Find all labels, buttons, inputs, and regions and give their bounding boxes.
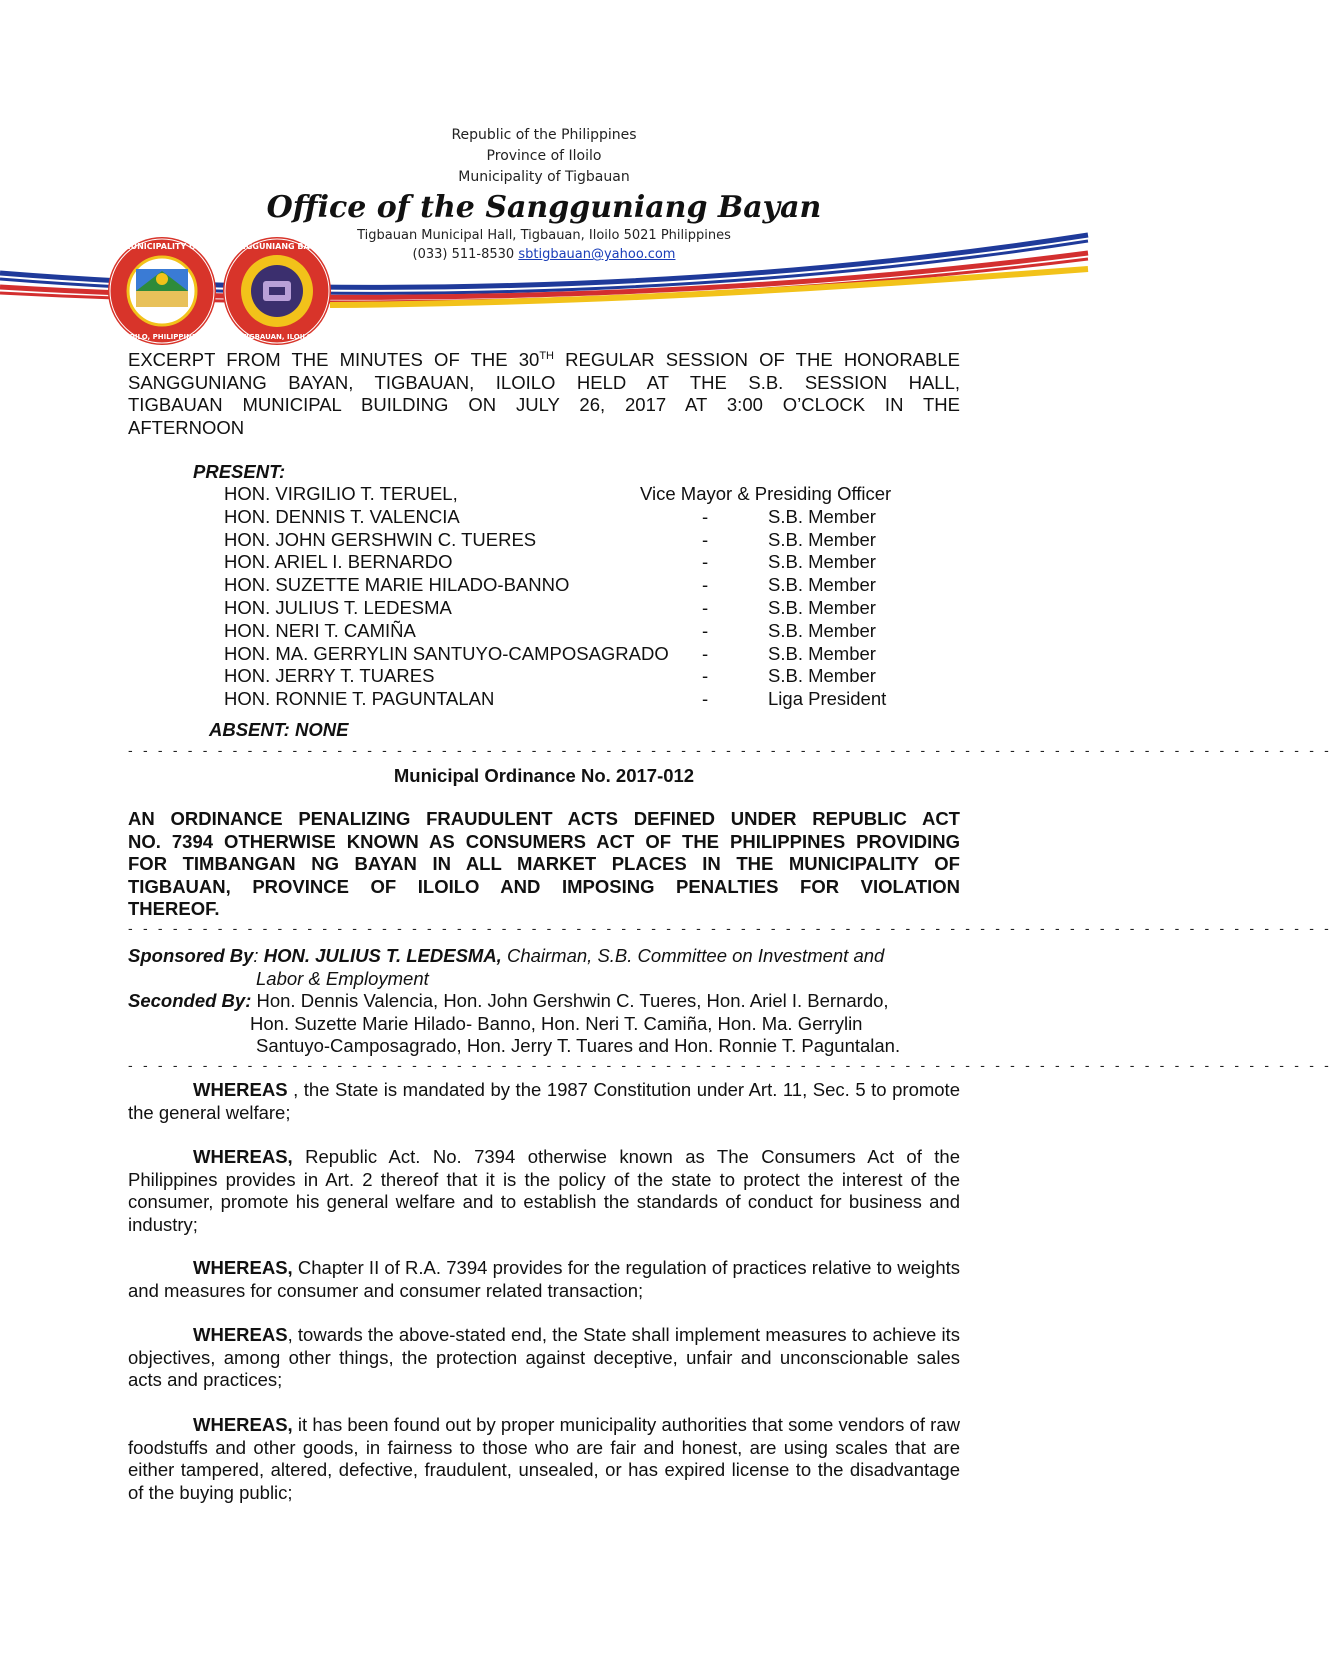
email-link[interactable]: sbtigbauan@yahoo.com (518, 247, 676, 262)
ordinance-title-line: FOR TIMBANGAN NG BAYAN IN ALL MARKET PLACES IN THE MUNICIPALITY OF (128, 853, 960, 874)
absent-label: ABSENT: NONE (209, 719, 349, 740)
svg-text:SANGGUNIANG BAYAN: SANGGUNIANG BAYAN (227, 242, 327, 251)
attendee-dash: - (702, 505, 709, 527)
excerpt-line-1: EXCERPT FROM THE MINUTES OF THE 30TH REGULAR SESSION OF THE HONORABLE (128, 349, 960, 370)
seconded-names-line: Hon. Dennis Valencia, Hon. John Gershwin C. Tueres, Hon. Ariel I. Bernardo, (251, 990, 889, 1011)
attendee-name: HON. NERI T. CAMIÑA (224, 619, 416, 641)
ordinance-title (128, 808, 960, 921)
attendee-role: S.B. Member (768, 505, 876, 527)
present-label: PRESENT: (193, 461, 286, 482)
office-address: Tigbauan Municipal Hall, Tigbauan, Iloilo 5021 Philippines (357, 228, 731, 243)
whereas-clause: WHEREAS, Republic Act. No. 7394 otherwise known as The Consumers Act of the Philippines provides in Art. 2 thereof that it is the policy of the state to protect the interest of the consumer, promote his general welfare and to establish the standards of conduct for business and industry; (128, 1146, 960, 1235)
ordinance-title-line: NO. 7394 OTHERWISE KNOWN AS CONSUMERS ACT OF THE PHILIPPINES PROVIDING (128, 830, 960, 852)
excerpt-line-2: SANGGUNIANG BAYAN, TIGBAUAN, ILOILO HELD AT THE S.B. SESSION HALL, (128, 371, 960, 393)
svg-text:TIGBAUAN, ILOILO: TIGBAUAN, ILOILO (241, 333, 313, 341)
sponsor-role-cont: Labor & Employment (256, 967, 429, 989)
attendee-dash: - (702, 574, 709, 596)
attendee-row (224, 483, 944, 506)
sangguniang-bayan-seal-icon (221, 235, 333, 347)
attendee-name: HON. DENNIS T. VALENCIA (224, 505, 460, 527)
municipality-line: Municipality of Tigbauan (458, 169, 630, 185)
whereas-clause: WHEREAS, towards the above-stated end, the State shall implement measures to achieve its objectives, among other things, the protection against deceptive, unfair and unconscionable sales acts and practices; (128, 1324, 960, 1390)
attendee-dash: - (702, 551, 709, 573)
ordinance-title-line: AN ORDINANCE PENALIZING FRAUDULENT ACTS DEFINED UNDER REPUBLIC ACT (128, 808, 960, 829)
ordinance-number: Municipal Ordinance No. 2017-012 (393, 765, 695, 786)
attendee-row (224, 643, 944, 666)
attendee-dash: - (702, 665, 709, 687)
svg-text:MUNICIPALITY OF: MUNICIPALITY OF (122, 242, 202, 251)
attendee-name: HON. JOHN GERSHWIN C. TUERES (224, 528, 537, 550)
attendee-role: S.B. Member (768, 642, 876, 664)
attendee-dash: - (702, 688, 709, 710)
whereas-clause: WHEREAS, it has been found out by proper municipality authorities that some vendors of raw foodstuffs and other goods, in fairness to those who are fair and honest, are using scales that are either tampered, altered, defective, fraudulent, unsealed, or has expired license to the disadvantage of the buying public; (128, 1414, 960, 1503)
attendee-row (224, 688, 944, 711)
phone-number: (033) 511-8530 (412, 247, 515, 262)
attendee-role: S.B. Member (768, 665, 876, 687)
attendee-dash: - (702, 596, 709, 618)
attendee-name: HON. SUZETTE MARIE HILADO-BANNO (224, 574, 570, 596)
attendee-dash: - (702, 642, 709, 664)
whereas-clause: WHEREAS , the State is mandated by the 1987 Constitution under Art. 11, Sec. 5 to promote the general welfare; (128, 1079, 960, 1123)
attendee-role: S.B. Member (768, 551, 876, 573)
attendee-row (224, 551, 944, 574)
province-line: Province of Iloilo (486, 148, 602, 164)
seconded-by (128, 990, 960, 1058)
separator-line: - - - - - - - - - - - - - - - - - - - - - - - - - - - - - - - - - - - - - - - - - - - - - - - - - - - - - - - - - - - - - - - - - - - - - - - - - - - - - - - - - (128, 920, 1332, 936)
office-title: Office of the Sangguniang Bayan (266, 190, 822, 225)
attendee-name: HON. VIRGILIO T. TERUEL, (224, 483, 458, 504)
attendee-row (224, 665, 944, 688)
seconded-names-line: Santuyo-Camposagrado, Hon. Jerry T. Tuares and Hon. Ronnie T. Paguntalan. (256, 1035, 901, 1056)
attendee-row (224, 506, 944, 529)
attendee-name: HON. JERRY T. TUARES (224, 665, 435, 687)
minutes-excerpt (128, 349, 960, 439)
attendee-name: HON. JULIUS T. LEDESMA (224, 596, 452, 618)
attendee-name: HON. ARIEL I. BERNARDO (224, 551, 453, 573)
municipality-seal-icon (106, 235, 218, 347)
sponsor-name: HON. JULIUS T. LEDESMA, (263, 945, 502, 966)
svg-text:ILOILO, PHILIPPINES: ILOILO, PHILIPPINES (122, 333, 202, 341)
excerpt-line-3: TIGBAUAN MUNICIPAL BUILDING ON JULY 26, 2017 AT 3:00 O’CLOCK IN THE (128, 394, 960, 415)
attendee-role: S.B. Member (768, 596, 876, 618)
attendee-role: Vice Mayor & Presiding Officer (640, 483, 892, 504)
attendee-name: HON. RONNIE T. PAGUNTALAN (224, 688, 495, 710)
sponsor-role: Chairman, S.B. Committee on Investment and (501, 945, 885, 966)
attendee-dash: - (702, 528, 709, 550)
attendee-role: S.B. Member (768, 619, 876, 641)
separator-line: - - - - - - - - - - - - - - - - - - - - - - - - - - - - - - - - - - - - - - - - - - - - - - - - - - - - - - - - - - - - - - - - - - - - - - - - - - - - - - - - - (128, 1057, 1332, 1073)
attendee-name: HON. MA. GERRYLIN SANTUYO-CAMPOSAGRADO (224, 642, 669, 664)
excerpt-line-4: AFTERNOON (128, 416, 245, 438)
sponsored-by: Sponsored By: HON. JULIUS T. LEDESMA, Chairman, S.B. Committee on Investment and Labor & Employment (128, 945, 960, 990)
attendees-list (224, 483, 944, 711)
ordinance-title-line: THEREOF. (128, 898, 220, 919)
attendee-row (224, 597, 944, 620)
attendee-role: S.B. Member (768, 574, 876, 596)
separator-line: - - - - - - - - - - - - - - - - - - - - - - - - - - - - - - - - - - - - - - - - - - - - - - - - - - - - - - - - - - - - - - - - - - - - - - - - - - - - - - - - - (128, 742, 1332, 758)
whereas-clause: WHEREAS, Chapter II of R.A. 7394 provides for the regulation of practices relative to weights and measures for consumer and consumer related transaction; (128, 1257, 960, 1301)
attendee-row (224, 574, 944, 597)
sponsor-label: Sponsored By (128, 945, 254, 966)
attendee-dash: - (702, 619, 709, 641)
attendee-role: S.B. Member (768, 528, 876, 550)
seconded-label: Seconded By: (128, 990, 252, 1011)
letterhead-lines (0, 125, 1088, 188)
ordinance-title-line: TIGBAUAN, PROVINCE OF ILOILO AND IMPOSING PENALTIES FOR VIOLATION (128, 875, 960, 897)
attendee-row (224, 620, 944, 643)
seconded-names-line: Hon. Suzette Marie Hilado- Banno, Hon. Neri T. Camiña, Hon. Ma. Gerrylin (250, 1012, 863, 1034)
country-line: Republic of the Philippines (451, 127, 637, 143)
attendee-row (224, 529, 944, 552)
attendee-role: Liga President (768, 688, 887, 710)
